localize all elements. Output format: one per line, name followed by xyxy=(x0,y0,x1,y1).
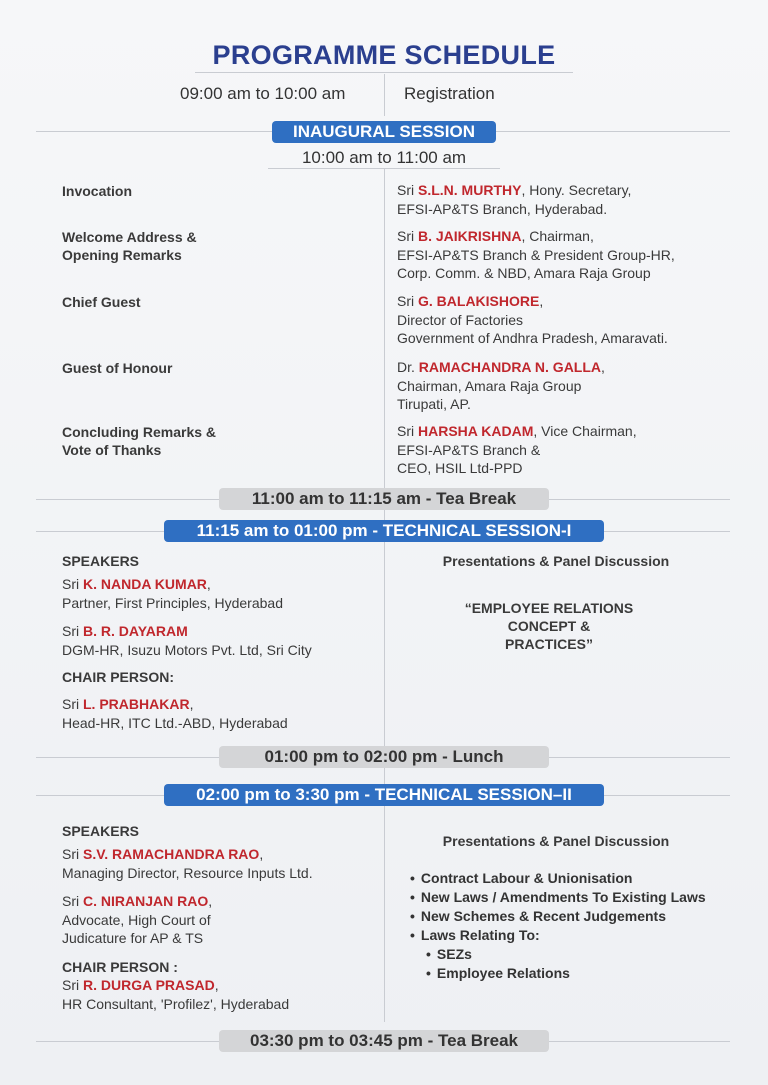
topic-list xyxy=(410,869,706,983)
tea-break-banner: 11:00 am to 11:15 am - Tea Break xyxy=(219,488,549,510)
technical-session-1-header: 11:15 am to 01:00 pm - TECHNICAL SESSION-I xyxy=(164,520,604,542)
role-label: Welcome Address & Opening Remarks xyxy=(62,229,197,263)
session-topic: “EMPLOYEE RELATIONS CONCEPT & PRACTICES” xyxy=(464,600,634,652)
speakers-label: SPEAKERS xyxy=(62,553,140,569)
subtopic-item: • SEZs xyxy=(426,945,706,964)
role-label: Guest of Honour xyxy=(62,360,173,376)
chair-person-name: L. PRABHAKAR xyxy=(83,696,190,712)
topic-item: • New Laws / Amendments To Existing Laws xyxy=(410,888,706,907)
speaker-name: S.V. RAMACHANDRA RAO xyxy=(83,846,260,862)
dignitary-name: G. BALAKISHORE xyxy=(418,293,540,309)
speaker-name: B. R. DAYARAM xyxy=(83,623,188,639)
dignitary-name: HARSHA KADAM xyxy=(418,423,534,439)
column-divider xyxy=(384,168,385,1022)
lunch-banner: 01:00 pm to 02:00 pm - Lunch xyxy=(219,746,549,768)
chair-person-name: R. DURGA PRASAD xyxy=(83,977,215,993)
registration-time: 09:00 am to 10:00 am xyxy=(180,84,346,103)
dignitary-details: Sri B. JAIKRISHNA, Chairman, EFSI-AP&TS Branch & President Group-HR, Corp. Comm. & NBD, Amara Raja Group xyxy=(397,228,675,281)
speaker-details: Sri S.V. RAMACHANDRA RAO, Managing Director, Resource Inputs Ltd. xyxy=(62,846,313,881)
role-label: Chief Guest xyxy=(62,294,141,310)
dignitary-name: S.L.N. MURTHY xyxy=(418,182,522,198)
speakers-label: SPEAKERS xyxy=(62,823,140,839)
role-label: Concluding Remarks & Vote of Thanks xyxy=(62,424,217,458)
session-format-label: Presentations & Panel Discussion xyxy=(442,833,670,849)
technical-session-2-header: 02:00 pm to 3:30 pm - TECHNICAL SESSION–II xyxy=(164,784,604,806)
page-title: PROGRAMME SCHEDULE xyxy=(212,40,556,70)
speaker-name: C. NIRANJAN RAO xyxy=(83,893,209,909)
chair-person-label: CHAIR PERSON : xyxy=(62,959,178,975)
tea-break-banner: 03:30 pm to 03:45 pm - Tea Break xyxy=(219,1030,549,1052)
chair-person-label: CHAIR PERSON: xyxy=(62,669,175,685)
dignitary-name: RAMACHANDRA N. GALLA xyxy=(418,359,602,375)
registration-label: Registration xyxy=(404,84,495,103)
topic-item: • Laws Relating To: xyxy=(410,926,706,945)
chair-person-details: Sri L. PRABHAKAR, Head-HR, ITC Ltd.-ABD, Hyderabad xyxy=(62,696,288,731)
topic-item: • New Schemes & Recent Judgements xyxy=(410,907,706,926)
dignitary-details: Sri HARSHA KADAM, Vice Chairman, EFSI-AP&TS Branch & CEO, HSIL Ltd-PPD xyxy=(397,423,637,476)
topic-item: • Contract Labour & Unionisation xyxy=(410,869,706,888)
speaker-details: Sri K. NANDA KUMAR, Partner, First Principles, Hyderabad xyxy=(62,576,283,611)
registration-divider xyxy=(384,74,385,116)
role-label: Invocation xyxy=(62,183,133,199)
dignitary-name: B. JAIKRISHNA xyxy=(418,228,522,244)
session-format-label: Presentations & Panel Discussion xyxy=(442,553,670,569)
dignitary-details: Sri G. BALAKISHORE, Director of Factories Government of Andhra Pradesh, Amaravati. xyxy=(397,293,668,346)
subtopic-item: • Employee Relations xyxy=(426,964,706,983)
title-underline xyxy=(195,72,573,73)
inaugural-session-time: 10:00 am to 11:00 am xyxy=(301,148,467,167)
speaker-details: Sri C. NIRANJAN RAO, Advocate, High Court of Judicature for AP & TS xyxy=(62,893,213,946)
dignitary-details: Sri S.L.N. MURTHY, Hony. Secretary, EFSI-AP&TS Branch, Hyderabad. xyxy=(397,182,632,217)
dignitary-details: Dr. RAMACHANDRA N. GALLA, Chairman, Amara Raja Group Tirupati, AP. xyxy=(397,359,605,412)
inaugural-session-header: INAUGURAL SESSION xyxy=(272,121,496,143)
chair-person-details: Sri R. DURGA PRASAD, HR Consultant, 'Profilez', Hyderabad xyxy=(62,977,290,1012)
speaker-name: K. NANDA KUMAR xyxy=(83,576,207,592)
speaker-details: Sri B. R. DAYARAM DGM-HR, Isuzu Motors Pvt. Ltd, Sri City xyxy=(62,623,312,658)
